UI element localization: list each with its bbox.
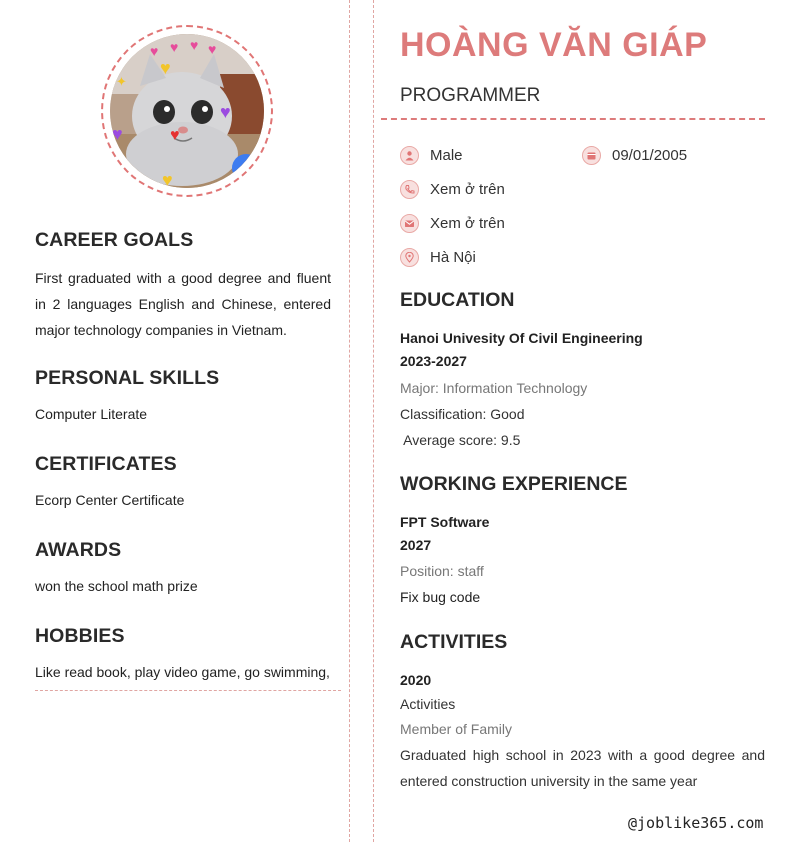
certificates-heading: CERTIFICATES (35, 453, 177, 475)
hobbies-section (35, 625, 345, 685)
email-value: Xem ở trên (430, 215, 505, 232)
awards-section (35, 539, 331, 599)
header-divider (381, 118, 765, 120)
phone-item (400, 180, 505, 199)
location-pin-icon (400, 248, 419, 267)
hobbies-heading: HOBBIES (35, 625, 125, 647)
personal-skills-text: Computer Literate (35, 406, 148, 422)
education-major: Major: Information Technology (400, 380, 588, 396)
svg-text:♥: ♥ (220, 102, 231, 122)
svg-text:♥: ♥ (208, 41, 217, 57)
education-score: Average score: 9.5 (400, 432, 521, 448)
activities-heading: ACTIVITIES (400, 631, 508, 653)
experience-position: Position: staff (400, 563, 484, 579)
awards-text: won the school math prize (35, 578, 198, 594)
career-goals-text: First graduated with a good degree and fluent in 2 languages English and Chinese, entered major technology companies in Vietnam. (35, 270, 331, 338)
birthday-item (582, 146, 687, 165)
cat-photo-illustration (110, 34, 264, 188)
person-icon (400, 146, 419, 165)
education-section (400, 289, 765, 453)
activities-description: Graduated high school in 2023 with a good degree and entered construction university in the same year (400, 747, 765, 789)
hobbies-text: Like read book, play video game, go swimming, (35, 664, 330, 680)
education-school: Hanoi Univesity Of Civil Engineering (400, 330, 643, 346)
avatar-photo (110, 34, 264, 188)
svg-text:✦: ✦ (116, 74, 127, 89)
email-item (400, 214, 505, 233)
calendar-icon (582, 146, 601, 165)
awards-heading: AWARDS (35, 539, 122, 561)
svg-text:♥: ♥ (150, 43, 159, 59)
education-heading: EDUCATION (400, 289, 515, 311)
phone-icon (400, 180, 419, 199)
svg-text:♥: ♥ (170, 39, 179, 55)
experience-heading: WORKING EXPERIENCE (400, 473, 628, 495)
avatar (101, 25, 273, 197)
birthday-value: 09/01/2005 (612, 147, 688, 164)
column-divider-right (373, 0, 374, 842)
svg-text:♥: ♥ (160, 58, 171, 78)
watermark: @joblike365.com (628, 814, 764, 832)
person-name: HOÀNG VĂN GIÁP (400, 26, 708, 64)
experience-year: 2027 (400, 537, 432, 553)
experience-company: FPT Software (400, 514, 490, 530)
activities-name: Activities (400, 696, 456, 712)
activities-role: Member of Family (400, 721, 513, 737)
job-title: PROGRAMMER (400, 85, 541, 106)
svg-text:♥: ♥ (112, 124, 123, 144)
svg-text:♥: ♥ (190, 37, 199, 53)
education-years: 2023-2027 (400, 353, 467, 369)
column-divider-left (349, 0, 350, 842)
certificates-section (35, 453, 331, 513)
gender-item (400, 146, 463, 165)
career-goals-section (35, 229, 331, 343)
mail-icon (400, 214, 419, 233)
gender-value: Male (430, 147, 463, 164)
activities-year: 2020 (400, 672, 432, 688)
career-goals-heading: CAREER GOALS (35, 229, 194, 251)
address-value: Hà Nội (430, 249, 476, 266)
svg-text:♥: ♥ (162, 170, 173, 188)
activities-section (400, 631, 765, 794)
svg-text:♥: ♥ (170, 127, 180, 144)
personal-skills-section (35, 367, 331, 427)
education-classification: Classification: Good (400, 406, 525, 422)
hobbies-divider (35, 690, 341, 691)
phone-value: Xem ở trên (430, 181, 505, 198)
address-item (400, 248, 476, 267)
experience-section (400, 473, 765, 610)
experience-description: Fix bug code (400, 589, 481, 605)
personal-skills-heading: PERSONAL SKILLS (35, 367, 220, 389)
certificates-text: Ecorp Center Certificate (35, 492, 185, 508)
